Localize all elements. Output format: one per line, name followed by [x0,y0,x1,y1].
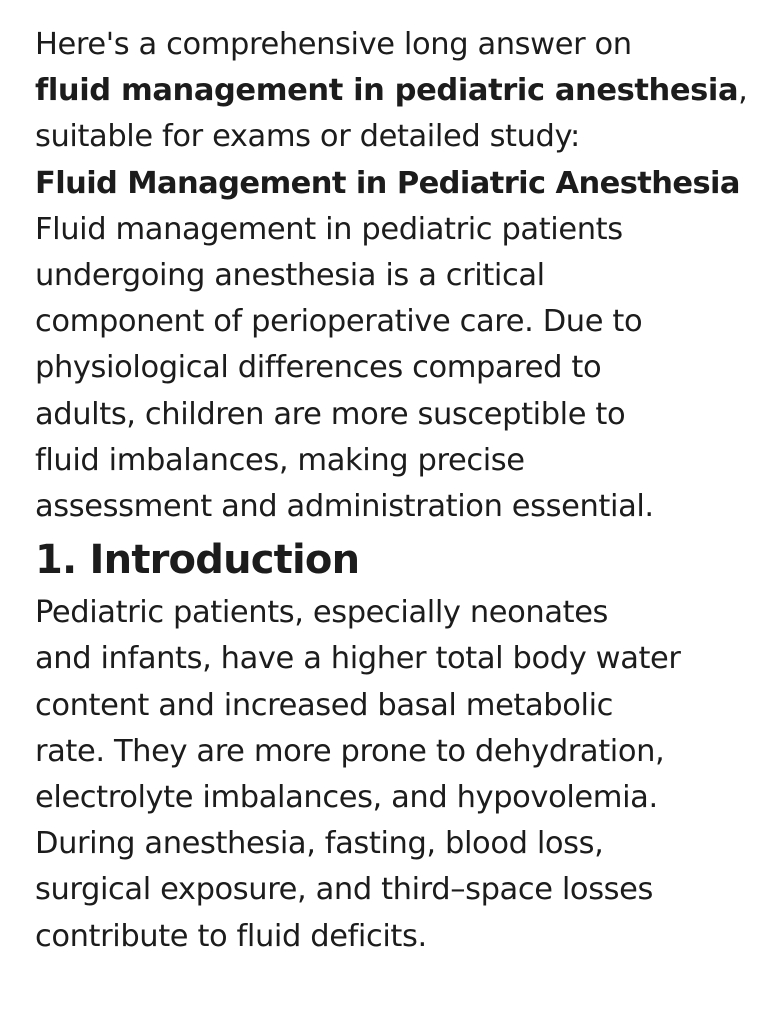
introduction-line: content and increased basal metabolic [35,687,614,723]
intro-line-3: suitable for exams or detailed study: [35,119,580,155]
overview-line: physiological differences compared to [35,350,602,386]
introduction-line: During anesthesia, fasting, blood loss, [35,826,604,862]
overview-line: undergoing anesthesia is a critical [35,258,545,294]
introduction-paragraph [35,590,746,960]
intro-line-1: Here's a comprehensive long answer on [35,27,632,62]
bold-topic-suffix: , [738,73,748,109]
intro-paragraph [35,22,746,161]
overview-line: assessment and administration essential. [35,489,654,525]
overview-line: adults, children are more susceptible to [35,396,626,432]
intro-line-2 [35,68,746,114]
introduction-line: contribute to fluid deficits. [35,918,427,954]
overview-line: fluid imbalances, making precise [35,442,525,478]
introduction-line: rate. They are more prone to dehydration, [35,733,665,769]
introduction-line: and infants, have a higher total body water [35,641,681,677]
bold-topic: fluid management in pediatric anesthesia [35,73,739,109]
introduction-line: electrolyte imbalances, and hypovolemia. [35,780,658,816]
overview-line: Fluid management in pediatric patients [35,211,623,247]
overview-line: component of perioperative care. Due to [35,304,643,340]
overview-paragraph [35,207,746,530]
section-heading-introduction: 1. Introduction [35,537,360,584]
introduction-line: Pediatric patients, especially neonates [35,595,609,631]
document-title: Fluid Management in Pediatric Anesthesia [35,165,740,201]
introduction-line: surgical exposure, and third–space losses [35,872,654,908]
